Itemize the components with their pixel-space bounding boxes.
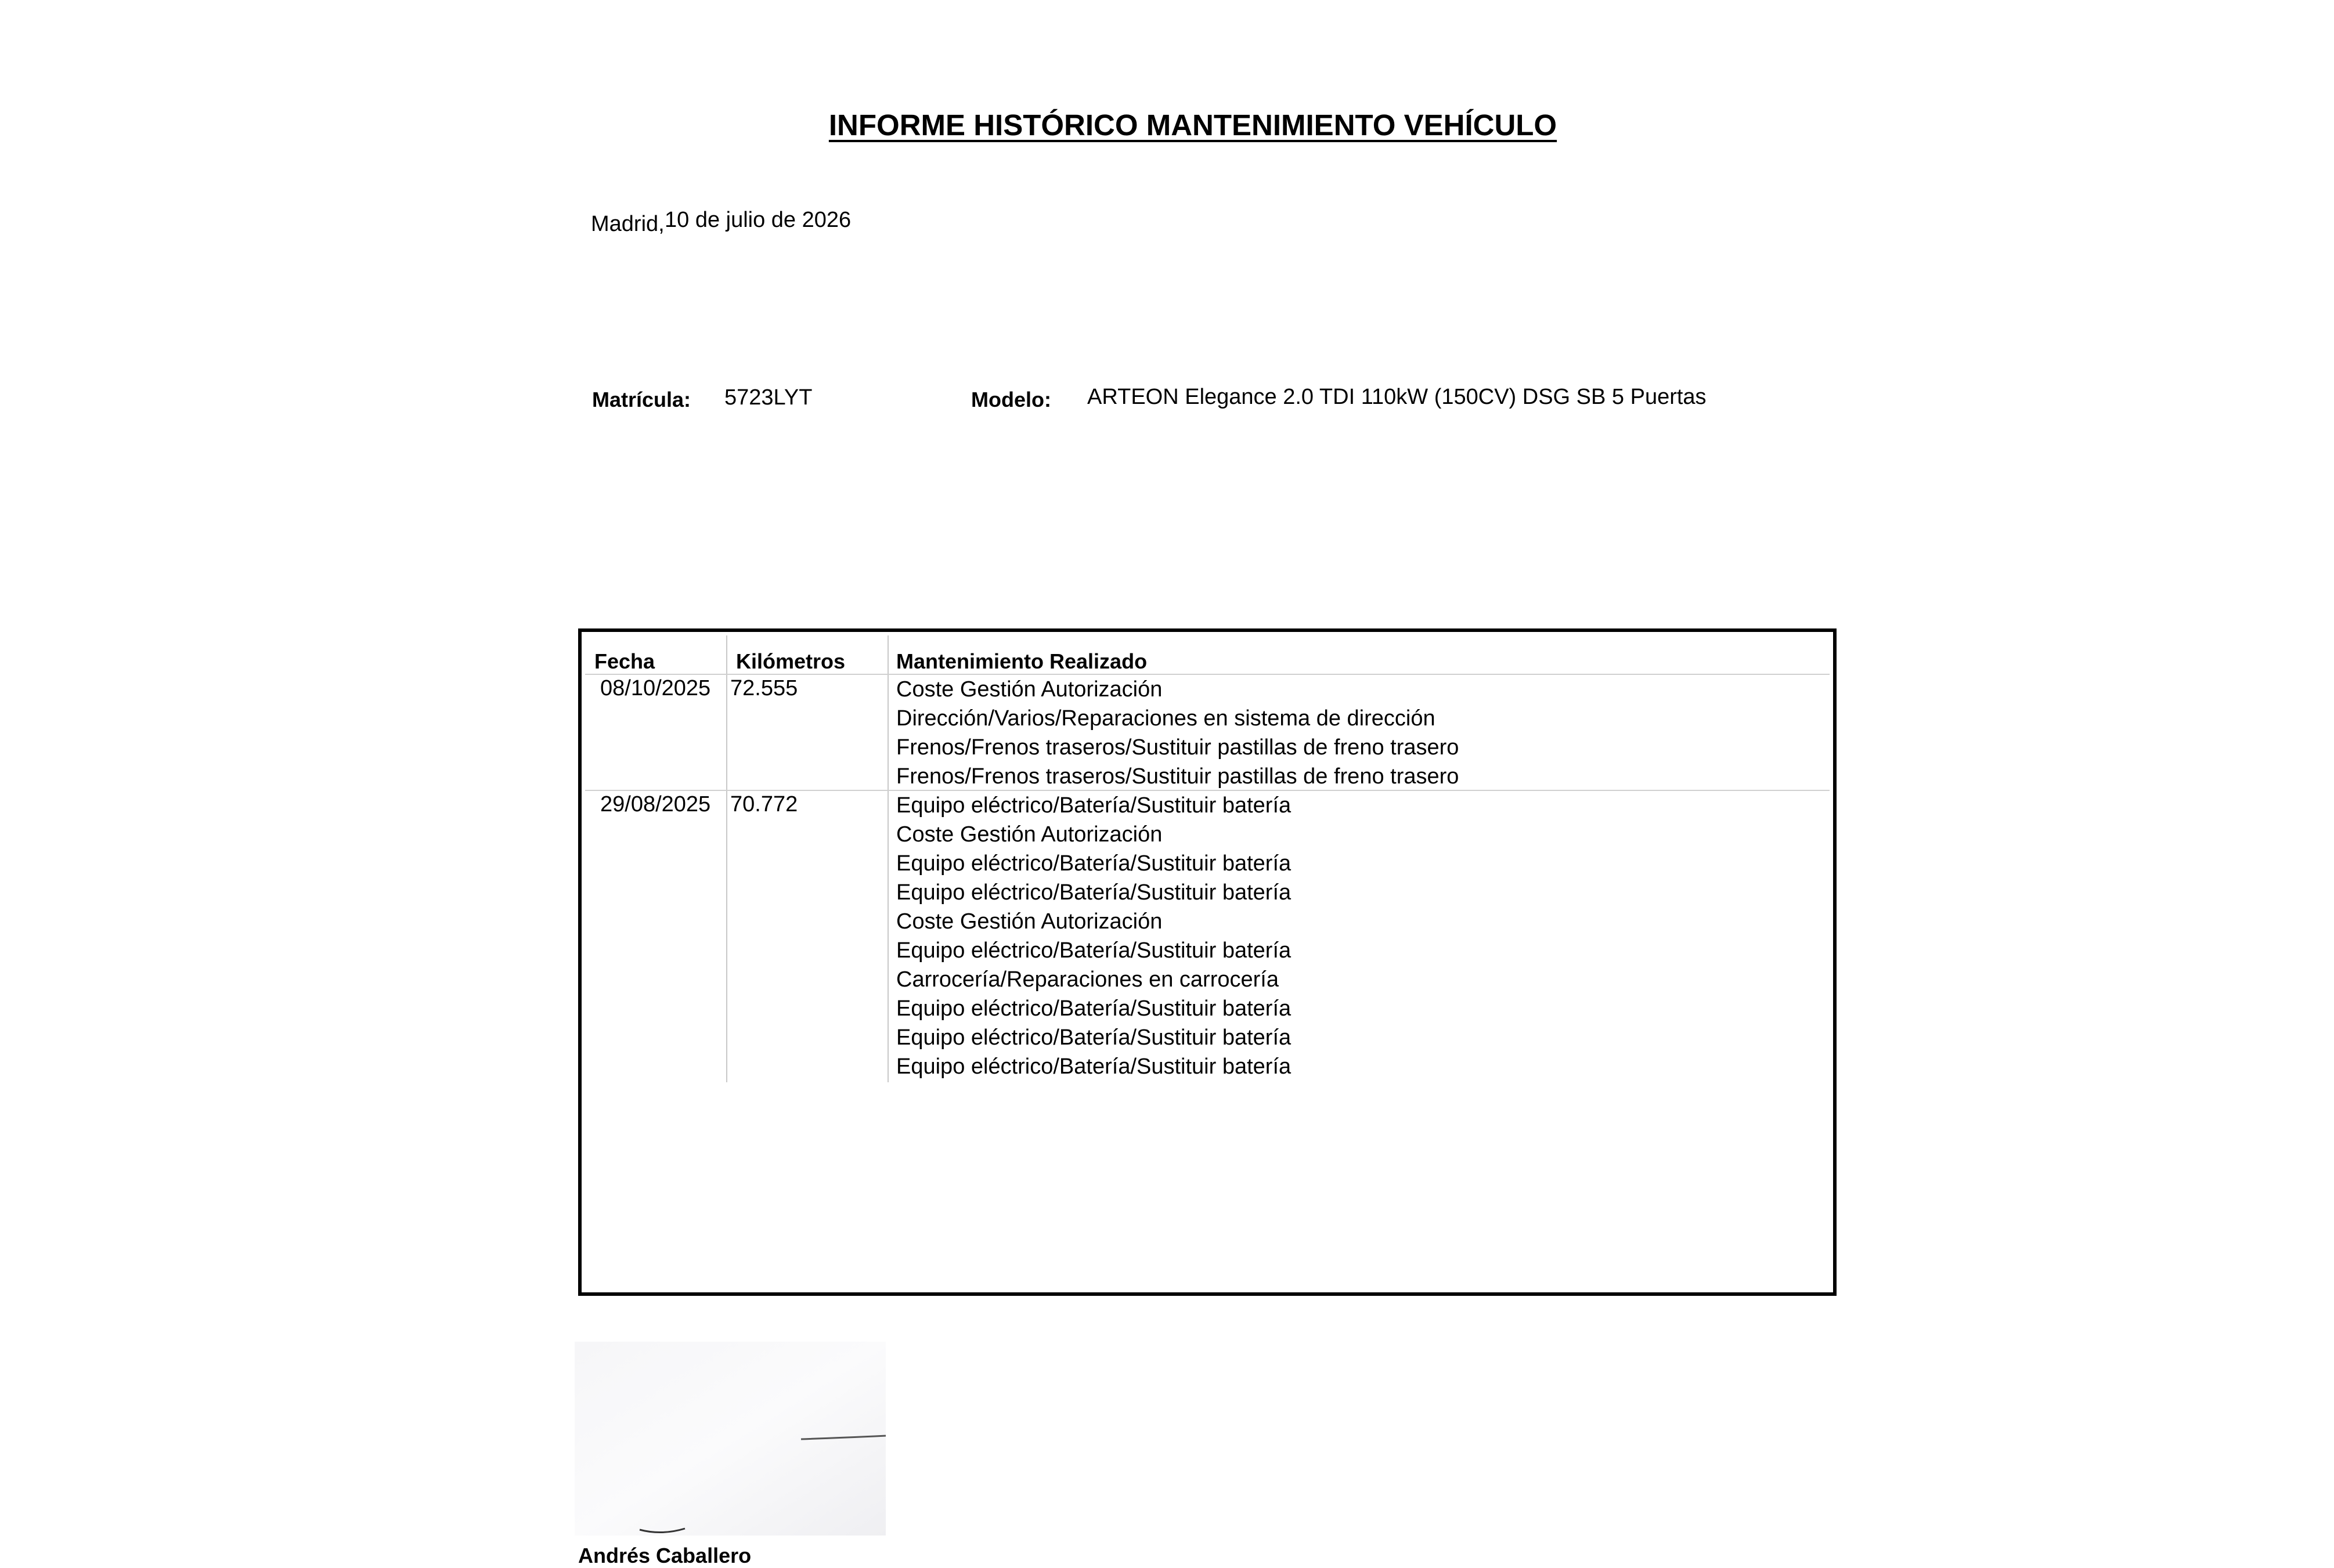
maintenance-item: Frenos/Frenos traseros/Sustituir pastillas de freno trasero xyxy=(896,764,1459,789)
maintenance-item: Dirección/Varios/Reparaciones en sistema de dirección xyxy=(896,706,1435,731)
plate-label: Matrícula: xyxy=(592,388,691,411)
signature-graphic xyxy=(575,1342,886,1536)
model-value: ARTEON Elegance 2.0 TDI 110kW (150CV) DSG SB 5 Puertas xyxy=(1087,385,1707,409)
column-divider xyxy=(726,635,727,1082)
maintenance-item: Coste Gestión Autorización xyxy=(896,822,1163,847)
maintenance-item: Coste Gestión Autorización xyxy=(896,909,1163,934)
maintenance-item: Frenos/Frenos traseros/Sustituir pastillas de freno trasero xyxy=(896,735,1459,760)
row-divider xyxy=(585,790,1830,791)
maintenance-table xyxy=(578,628,1837,1296)
signature-image xyxy=(575,1342,886,1536)
record-date: 29/08/2025 xyxy=(600,792,711,816)
maintenance-item: Equipo eléctrico/Batería/Sustituir batería xyxy=(896,851,1292,876)
plate-value: 5723LYT xyxy=(724,385,813,410)
maintenance-item: Equipo eléctrico/Batería/Sustituir batería xyxy=(896,880,1292,905)
header-km: Kilómetros xyxy=(736,649,846,673)
maintenance-item: Equipo eléctrico/Batería/Sustituir batería xyxy=(896,938,1292,963)
model-label: Modelo: xyxy=(971,388,1051,411)
maintenance-item: Equipo eléctrico/Batería/Sustituir batería xyxy=(896,793,1292,818)
maintenance-item: Carrocería/Reparaciones en carrocería xyxy=(896,967,1279,992)
header-date: Fecha xyxy=(594,649,655,673)
record-km: 72.555 xyxy=(730,676,798,700)
maintenance-item: Equipo eléctrico/Batería/Sustituir batería xyxy=(896,1054,1292,1079)
report-date: 10 de julio de 2026 xyxy=(665,208,852,232)
maintenance-item: Equipo eléctrico/Batería/Sustituir batería xyxy=(896,1025,1292,1050)
maintenance-item: Equipo eléctrico/Batería/Sustituir batería xyxy=(896,996,1292,1021)
maintenance-item: Coste Gestión Autorización xyxy=(896,677,1163,702)
header-divider xyxy=(585,674,1830,675)
column-divider xyxy=(888,635,889,1082)
record-date: 08/10/2025 xyxy=(600,676,711,700)
record-km: 70.772 xyxy=(730,792,798,816)
header-work: Mantenimiento Realizado xyxy=(896,649,1148,673)
report-place: Madrid, xyxy=(591,212,665,236)
signatory-name: Andrés Caballero xyxy=(578,1544,752,1567)
report-title: INFORME HISTÓRICO MANTENIMIENTO VEHÍCULO xyxy=(828,109,1557,142)
